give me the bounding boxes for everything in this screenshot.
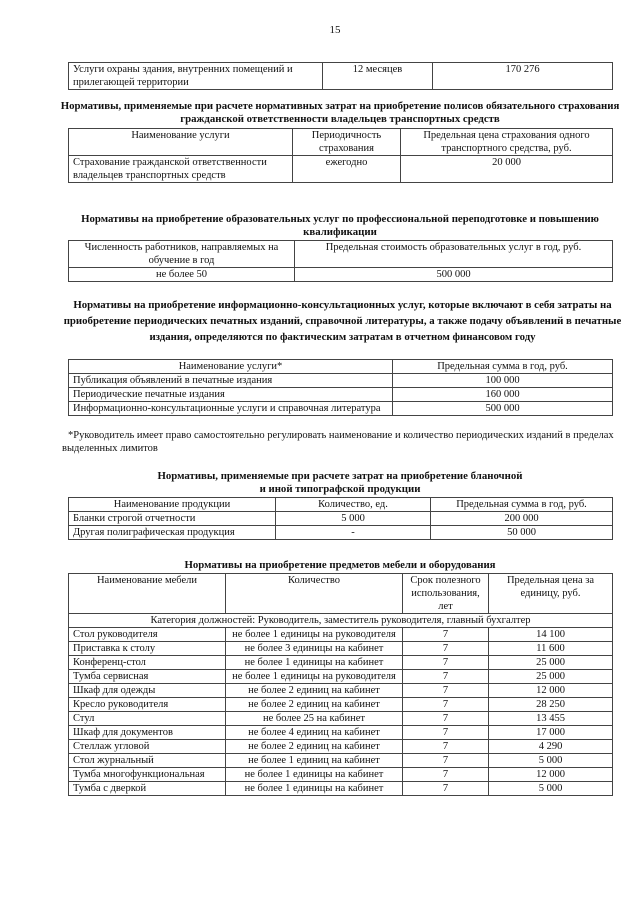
- furniture-heading: Нормативы на приобретение предметов мебели и оборудования: [184, 559, 496, 571]
- table-cell: 4 290: [489, 740, 613, 754]
- table-cell: Информационно-консультационные услуги и справочная литература: [69, 402, 393, 416]
- consulting-table-block: [68, 359, 612, 416]
- table-row: [69, 268, 613, 282]
- printing-heading-line2: и иной типографской продукции: [259, 483, 421, 495]
- column-header: Предельная сумма в год, руб.: [431, 498, 613, 512]
- table-cell: Стол руководителя: [69, 628, 226, 642]
- table-cell: 5 000: [489, 782, 613, 796]
- table-cell: Стол журнальный: [69, 754, 226, 768]
- furniture-table: [68, 573, 613, 796]
- table-cell: ежегодно: [293, 156, 401, 183]
- education-heading: Нормативы на приобретение образовательных услуг по профессиональной переподготовке и повышению квалификации: [81, 213, 599, 238]
- table-cell: 7: [403, 698, 489, 712]
- table-cell: 7: [403, 628, 489, 642]
- printing-table: [68, 497, 613, 540]
- column-header: Наименование продукции: [69, 498, 276, 512]
- insurance-heading: Нормативы, применяемые при расчете нормативных затрат на приобретение полисов обязательного страхования гражданской ответственности владельцев транспортных средств: [60, 100, 620, 125]
- column-header: Предельная стоимость образовательных услуг в год, руб.: [295, 241, 613, 268]
- table-cell: 200 000: [431, 512, 613, 526]
- column-header: Предельная цена страхования одного транспортного средства, руб.: [401, 129, 613, 156]
- table-row: [69, 782, 613, 796]
- column-header: Количество, ед.: [276, 498, 431, 512]
- table-cell: не более 1 единицы на кабинет: [226, 768, 403, 782]
- education-table-block: [68, 240, 612, 282]
- table-row: [69, 402, 613, 416]
- table-cell: 7: [403, 782, 489, 796]
- table-cell: Шкаф для документов: [69, 726, 226, 740]
- table-row: [69, 684, 613, 698]
- page-number: 15: [329, 24, 341, 36]
- consulting-table: [68, 359, 613, 416]
- column-header: Количество: [226, 574, 403, 614]
- table-cell: не более 1 единицы на руководителя: [226, 670, 403, 684]
- table-cell: Приставка к столу: [69, 642, 226, 656]
- table-cell: 7: [403, 768, 489, 782]
- consulting-footnote: *Руководитель имеет право самостоятельно регулировать наименование и количество периодических изданий в пределах выделенных лимитов: [62, 430, 614, 454]
- table-cell: Конференц-стол: [69, 656, 226, 670]
- table-row: [69, 768, 613, 782]
- table-cell: Тумба с дверкой: [69, 782, 226, 796]
- table-cell: 7: [403, 670, 489, 684]
- table-cell: 5 000: [276, 512, 431, 526]
- column-header: Наименование услуги*: [69, 360, 393, 374]
- table-cell: 28 250: [489, 698, 613, 712]
- printing-heading: [68, 470, 612, 496]
- table-cell: 170 276: [433, 63, 613, 90]
- table-cell: 13 455: [489, 712, 613, 726]
- printing-heading-line1: Нормативы, применяемые при расчете затрат на приобретение бланочной: [157, 470, 523, 482]
- table-cell: 12 000: [489, 684, 613, 698]
- table-row: [69, 712, 613, 726]
- table-row: [69, 628, 613, 642]
- security-services-table-block: [68, 62, 612, 90]
- table-cell: -: [276, 526, 431, 540]
- table-row: [69, 63, 613, 90]
- category-row: [69, 614, 613, 628]
- table-cell: Стеллаж угловой: [69, 740, 226, 754]
- table-cell: 7: [403, 726, 489, 740]
- table-cell: не более 3 единицы на кабинет: [226, 642, 403, 656]
- table-cell: Другая полиграфическая продукция: [69, 526, 276, 540]
- table-cell: 7: [403, 712, 489, 726]
- table-row: [69, 156, 613, 183]
- table-cell: не более 2 единиц на кабинет: [226, 740, 403, 754]
- table-cell: Шкаф для одежды: [69, 684, 226, 698]
- table-row: [69, 726, 613, 740]
- table-cell: 17 000: [489, 726, 613, 740]
- table-cell: 12 месяцев: [323, 63, 433, 90]
- table-row: [69, 642, 613, 656]
- insurance-table-block: [68, 128, 612, 183]
- consulting-heading: Нормативы на приобретение информационно-консультационных услуг, которые включают в себя затраты на приобретение периодических печатных изданий, справочной литературы, а также подачу объявлений в печатные издания, определяются по фактическим затратам в отчетном финансовом году: [63, 299, 622, 343]
- table-cell: 12 000: [489, 768, 613, 782]
- table-row: [69, 374, 613, 388]
- table-cell: 14 100: [489, 628, 613, 642]
- table-header-row: [69, 241, 613, 268]
- table-header-row: [69, 129, 613, 156]
- furniture-table-block: [68, 573, 612, 796]
- table-cell: Тумба сервисная: [69, 670, 226, 684]
- table-cell: 7: [403, 642, 489, 656]
- table-cell: 500 000: [393, 402, 613, 416]
- table-cell: Услуги охраны здания, внутренних помещений и прилегающей территории: [69, 63, 323, 90]
- column-header: Предельная цена за единицу, руб.: [489, 574, 613, 614]
- table-cell: Кресло руководителя: [69, 698, 226, 712]
- table-row: [69, 656, 613, 670]
- table-cell: не более 1 единицы на руководителя: [226, 628, 403, 642]
- table-row: [69, 526, 613, 540]
- table-cell: не более 1 единиц на кабинет: [226, 754, 403, 768]
- table-cell: 20 000: [401, 156, 613, 183]
- insurance-table: [68, 128, 613, 183]
- printing-table-block: [68, 497, 612, 540]
- table-cell: 160 000: [393, 388, 613, 402]
- table-row: [69, 754, 613, 768]
- column-header: Наименование услуги: [69, 129, 293, 156]
- education-table: [68, 240, 613, 282]
- table-row: [69, 698, 613, 712]
- table-cell: 11 600: [489, 642, 613, 656]
- table-header-row: [69, 498, 613, 512]
- table-row: [69, 670, 613, 684]
- column-header: Периодичность страхования: [293, 129, 401, 156]
- table-cell: не более 4 единиц на кабинет: [226, 726, 403, 740]
- table-cell: не более 1 единицы на кабинет: [226, 656, 403, 670]
- table-cell: не более 2 единиц на кабинет: [226, 698, 403, 712]
- table-cell: 7: [403, 754, 489, 768]
- table-cell: не более 2 единиц на кабинет: [226, 684, 403, 698]
- table-cell: 25 000: [489, 656, 613, 670]
- table-row: [69, 388, 613, 402]
- column-header: Наименование мебели: [69, 574, 226, 614]
- table-header-row: [69, 574, 613, 614]
- table-cell: Публикация объявлений в печатные издания: [69, 374, 393, 388]
- security-services-table: [68, 62, 613, 90]
- table-row: [69, 740, 613, 754]
- column-header: Предельная сумма в год, руб.: [393, 360, 613, 374]
- table-cell: Стул: [69, 712, 226, 726]
- table-cell: не более 50: [69, 268, 295, 282]
- table-cell: 100 000: [393, 374, 613, 388]
- table-cell: Бланки строгой отчетности: [69, 512, 276, 526]
- table-cell: Периодические печатные издания: [69, 388, 393, 402]
- table-cell: 50 000: [431, 526, 613, 540]
- table-header-row: [69, 360, 613, 374]
- table-cell: 25 000: [489, 670, 613, 684]
- table-row: [69, 512, 613, 526]
- table-cell: не более 25 на кабинет: [226, 712, 403, 726]
- table-cell: не более 1 единицы на кабинет: [226, 782, 403, 796]
- table-cell: 500 000: [295, 268, 613, 282]
- table-cell: Тумба многофункциональная: [69, 768, 226, 782]
- table-cell: Страхование гражданской ответственности владельцев транспортных средств: [69, 156, 293, 183]
- table-cell: 7: [403, 656, 489, 670]
- column-header: Численность работников, направляемых на обучение в год: [69, 241, 295, 268]
- table-cell: 5 000: [489, 754, 613, 768]
- table-cell: 7: [403, 740, 489, 754]
- column-header: Срок полезного использования, лет: [403, 574, 489, 614]
- category-label: Категория должностей: Руководитель, заместитель руководителя, главный бухгалтер: [69, 614, 613, 628]
- table-cell: 7: [403, 684, 489, 698]
